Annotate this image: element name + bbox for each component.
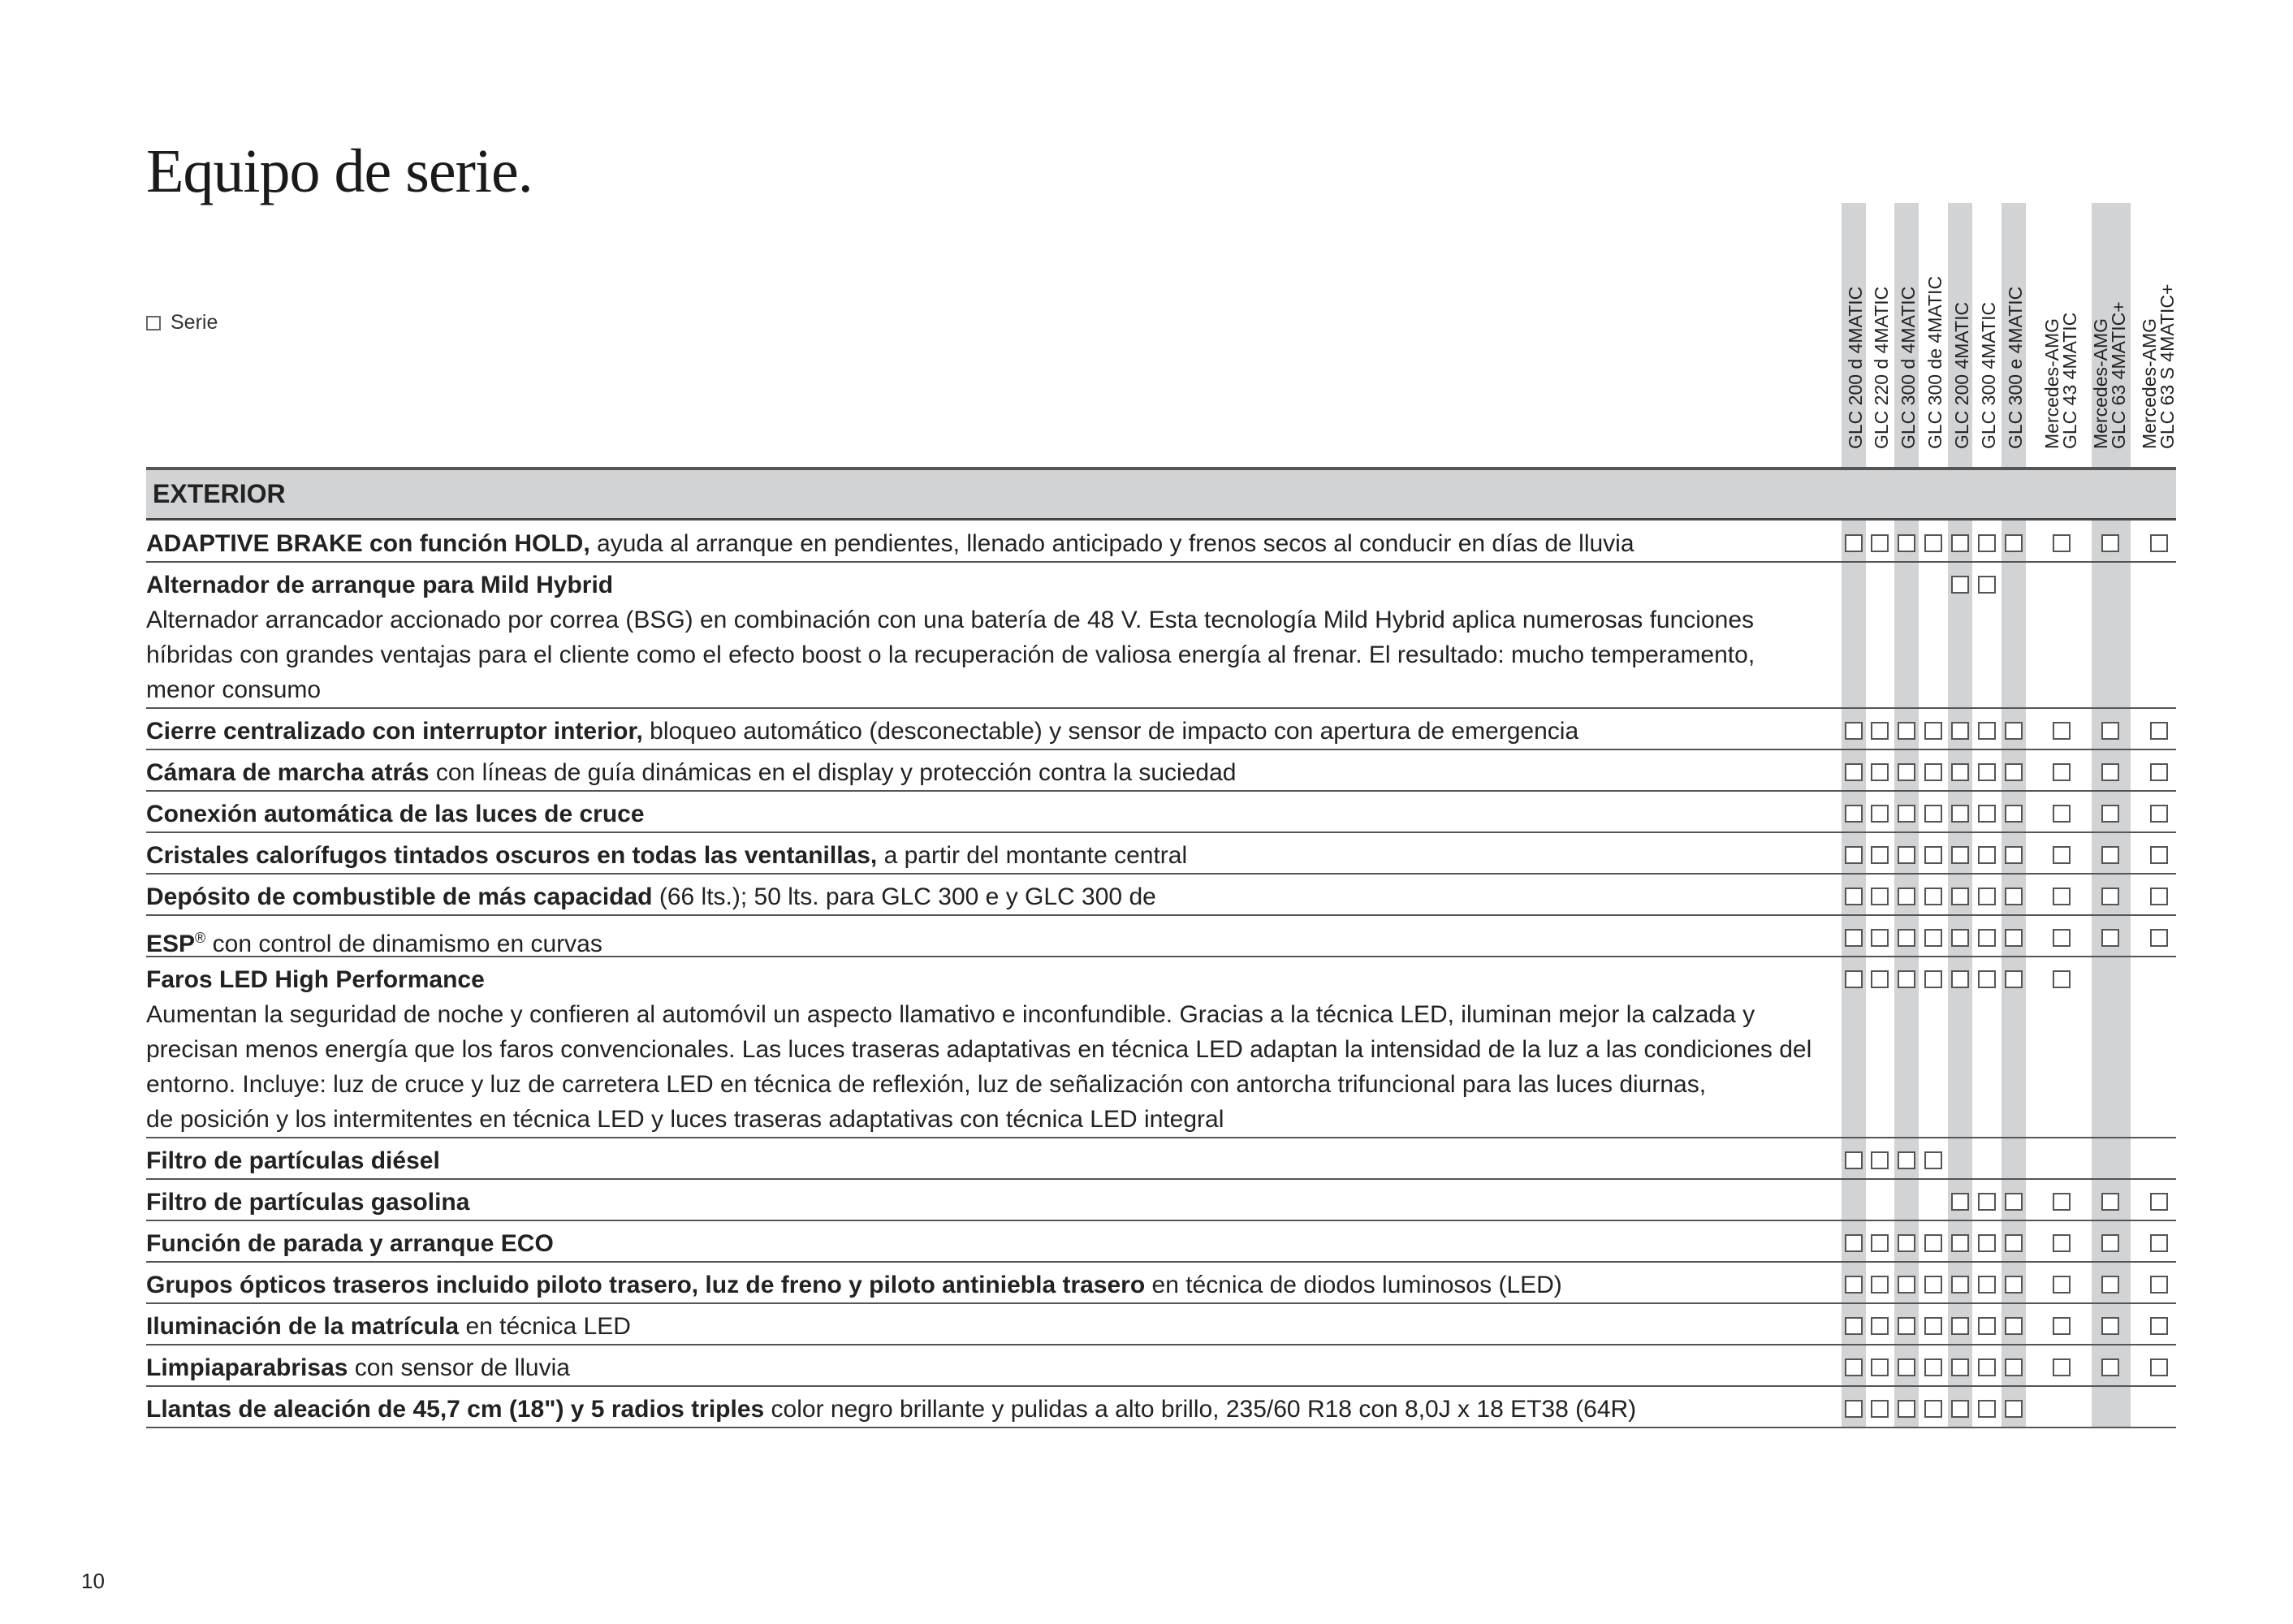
feature-detail: en técnica de diodos luminosos (LED) xyxy=(1145,1272,1562,1298)
table-row xyxy=(146,833,2176,875)
standard-mark-icon xyxy=(1898,722,1915,740)
column-header xyxy=(1980,222,1997,449)
standard-mark-icon xyxy=(2150,929,2168,947)
standard-mark-icon xyxy=(1845,722,1863,740)
column-header-line: Mercedes-AMG xyxy=(2139,317,2160,449)
standard-mark-icon xyxy=(2150,722,2168,740)
standard-mark-icon xyxy=(1978,929,1996,947)
row-heading xyxy=(146,1392,1843,1427)
standard-mark-icon xyxy=(1845,1400,1863,1418)
standard-mark-icon xyxy=(1978,846,1996,864)
column-header-line: GLC 200 4MATIC xyxy=(1951,301,1972,449)
feature-name: Alternador de arranque para Mild Hybrid xyxy=(146,572,614,598)
row-heading xyxy=(146,1226,1843,1261)
standard-mark-icon xyxy=(2150,805,2168,823)
standard-mark-icon xyxy=(1951,970,1969,988)
standard-mark-icon xyxy=(1951,1317,1969,1335)
standard-mark-icon xyxy=(1898,534,1915,552)
column-header xyxy=(1899,222,1917,449)
standard-mark-icon xyxy=(2053,929,2071,947)
standard-mark-icon xyxy=(1924,888,1942,905)
feature-name: Cámara de marcha atrás xyxy=(146,759,430,786)
table-row xyxy=(146,709,2176,750)
standard-mark-icon xyxy=(1951,1193,1969,1211)
standard-mark-icon xyxy=(2150,1234,2168,1252)
standard-mark-icon xyxy=(1924,929,1942,947)
row-heading xyxy=(146,921,1843,961)
standard-mark-icon xyxy=(1845,970,1863,988)
standard-mark-icon xyxy=(2005,1234,2023,1252)
feature-detail: con líneas de guía dinámicas en el display y protección contra la suciedad xyxy=(429,759,1237,786)
feature-name: Filtro de partículas gasolina xyxy=(146,1189,470,1216)
standard-mark-icon xyxy=(1924,1358,1942,1376)
standard-mark-icon xyxy=(1845,929,1863,947)
standard-mark-icon xyxy=(2053,970,2071,988)
standard-mark-icon xyxy=(1951,1234,1969,1252)
row-description xyxy=(146,962,1843,1137)
standard-mark-icon xyxy=(2101,534,2119,552)
standard-mark-icon xyxy=(2101,805,2119,823)
feature-description-line: menor consumo xyxy=(146,676,322,703)
standard-mark-icon xyxy=(2005,1358,2023,1376)
standard-mark-icon xyxy=(1978,763,1996,781)
standard-mark-icon xyxy=(1871,1400,1889,1418)
column-header xyxy=(1872,222,1890,449)
row-heading xyxy=(146,1309,1843,1344)
standard-mark-icon xyxy=(1951,929,1969,947)
standard-mark-icon xyxy=(1845,888,1863,905)
standard-mark-icon xyxy=(2101,1234,2119,1252)
standard-mark-icon xyxy=(1845,846,1863,864)
standard-mark-icon xyxy=(1898,929,1915,947)
feature-detail: ayuda al arranque en pendientes, llenado anticipado y frenos secos al conducir en días de lluvia xyxy=(589,530,1634,557)
standard-mark-icon xyxy=(1978,970,1996,988)
feature-description-line: Alternador arrancador accionado por correa (BSG) en combinación con una batería de 48 V. Esta tecnología Mild Hybrid aplica numerosas funciones xyxy=(146,607,1755,633)
standard-mark-icon xyxy=(1951,763,1969,781)
standard-mark-icon xyxy=(2005,763,2023,781)
row-description xyxy=(146,1143,1843,1178)
standard-mark-icon xyxy=(2101,1276,2119,1294)
standard-mark-icon xyxy=(1845,534,1863,552)
standard-mark-icon xyxy=(2053,1193,2071,1211)
row-heading xyxy=(146,1268,1843,1302)
table-row xyxy=(146,1221,2176,1263)
legend xyxy=(146,311,218,335)
standard-mark-icon xyxy=(2053,1276,2071,1294)
standard-mark-icon xyxy=(2005,722,2023,740)
standard-mark-icon xyxy=(2053,1317,2071,1335)
standard-mark-icon xyxy=(1924,534,1942,552)
table-row xyxy=(146,563,2176,709)
feature-name: Función de parada y arranque ECO xyxy=(146,1230,554,1257)
column-header xyxy=(2043,222,2079,449)
row-description xyxy=(146,1392,1843,1427)
table-row xyxy=(146,1180,2176,1221)
standard-mark-icon xyxy=(2005,1276,2023,1294)
standard-mark-icon xyxy=(2053,1358,2071,1376)
standard-mark-icon xyxy=(1951,1400,1969,1418)
standard-mark-icon xyxy=(1898,763,1915,781)
column-header-line: GLC 300 de 4MATIC xyxy=(1924,275,1945,449)
standard-mark-icon xyxy=(1924,1234,1942,1252)
column-header xyxy=(1926,222,1944,449)
table-row xyxy=(146,1345,2176,1387)
feature-name: Depósito de combustible de más capacidad xyxy=(146,883,653,910)
feature-detail: color negro brillante y pulidas a alto brillo, 235/60 R18 con 8,0J x 18 ET38 (64R) xyxy=(764,1396,1637,1423)
standard-mark-icon xyxy=(1951,1276,1969,1294)
standard-mark-icon xyxy=(1978,722,1996,740)
table-row xyxy=(146,916,2176,957)
column-header-line: GLC 220 d 4MATIC xyxy=(1871,286,1892,449)
row-description xyxy=(146,755,1843,790)
feature-name: Cierre centralizado con interruptor interior, xyxy=(146,718,643,745)
feature-description-line: híbridas con grandes ventajas para el cliente como el efecto boost o la recuperación de valiosa energía al frenar. El resultado: mucho temperamento, xyxy=(146,641,1755,668)
standard-mark-icon xyxy=(1978,1234,1996,1252)
column-header-line: GLC 300 d 4MATIC xyxy=(1898,286,1919,449)
standard-checkbox-icon xyxy=(146,316,161,330)
row-description xyxy=(146,1185,1843,1220)
standard-mark-icon xyxy=(1924,763,1942,781)
feature-name: ESP xyxy=(146,931,196,957)
row-heading xyxy=(146,1185,1843,1220)
feature-detail: (66 lts.); 50 lts. para GLC 300 e y GLC 300 de xyxy=(652,883,1156,910)
table-row xyxy=(146,1387,2176,1428)
standard-mark-icon xyxy=(2101,929,2119,947)
column-header-line: GLC 300 4MATIC xyxy=(1978,301,1999,449)
standard-mark-icon xyxy=(2101,763,2119,781)
column-header-line: GLC 43 4MATIC xyxy=(2059,312,2080,449)
standard-mark-icon xyxy=(2101,1317,2119,1335)
standard-mark-icon xyxy=(1845,1151,1863,1169)
row-heading xyxy=(146,568,1843,603)
standard-mark-icon xyxy=(1898,805,1915,823)
standard-mark-icon xyxy=(1924,805,1942,823)
row-heading xyxy=(146,838,1843,873)
row-description xyxy=(146,1309,1843,1344)
page-number: 10 xyxy=(81,1569,105,1593)
row-heading xyxy=(146,797,1843,831)
row-heading xyxy=(146,879,1843,914)
standard-mark-icon xyxy=(1951,534,1969,552)
standard-mark-icon xyxy=(1898,1400,1915,1418)
standard-mark-icon xyxy=(2150,1358,2168,1376)
standard-mark-icon xyxy=(2053,763,2071,781)
row-description xyxy=(146,714,1843,749)
standard-mark-icon xyxy=(1871,970,1889,988)
standard-mark-icon xyxy=(1871,1276,1889,1294)
standard-mark-icon xyxy=(1871,722,1889,740)
table-row xyxy=(146,875,2176,916)
standard-mark-icon xyxy=(2005,805,2023,823)
row-description xyxy=(146,838,1843,873)
standard-mark-icon xyxy=(1871,1151,1889,1169)
table-row xyxy=(146,1263,2176,1304)
standard-mark-icon xyxy=(1951,805,1969,823)
column-header xyxy=(1846,222,1864,449)
row-description xyxy=(146,1268,1843,1302)
row-heading xyxy=(146,962,1843,997)
feature-name: Conexión automática de las luces de cruce xyxy=(146,801,645,827)
standard-mark-icon xyxy=(1978,1193,1996,1211)
standard-mark-icon xyxy=(1845,1358,1863,1376)
section-title: EXTERIOR xyxy=(153,479,286,508)
standard-mark-icon xyxy=(2150,763,2168,781)
feature-description-line: Aumentan la seguridad de noche y confieren al automóvil un aspecto llamativo e inconfundible. Gracias a la técnica LED, iluminan mejor la calzada y xyxy=(146,1001,1755,1028)
standard-mark-icon xyxy=(1924,1276,1942,1294)
feature-description-line: de posición y los intermitentes en técnica LED y luces traseras adaptativas con técnica LED integral xyxy=(146,1106,1224,1133)
standard-mark-icon xyxy=(2101,846,2119,864)
feature-name: ADAPTIVE BRAKE con función HOLD, xyxy=(146,530,590,557)
standard-mark-icon xyxy=(2053,888,2071,905)
page-title: Equipo de serie. xyxy=(146,137,533,205)
standard-mark-icon xyxy=(2005,888,2023,905)
standard-mark-icon xyxy=(2150,888,2168,905)
feature-detail: en técnica LED xyxy=(459,1313,631,1340)
standard-mark-icon xyxy=(2005,929,2023,947)
standard-mark-icon xyxy=(1924,722,1942,740)
column-header-line: GLC 300 e 4MATIC xyxy=(2005,286,2026,449)
feature-name: Filtro de partículas diésel xyxy=(146,1147,440,1174)
standard-mark-icon xyxy=(2005,534,2023,552)
standard-mark-icon xyxy=(1845,1234,1863,1252)
standard-mark-icon xyxy=(1871,1358,1889,1376)
feature-name: Grupos ópticos traseros incluido piloto trasero, luz de freno y piloto antiniebla trasero xyxy=(146,1272,1146,1298)
standard-mark-icon xyxy=(1898,1317,1915,1335)
row-heading xyxy=(146,1350,1843,1385)
standard-mark-icon xyxy=(1978,1276,1996,1294)
column-header-line: GLC 63 S 4MATIC+ xyxy=(2157,283,2178,449)
feature-description-line: precisan menos energía que los faros convencionales. Las luces traseras adaptativas en técnica LED adaptan la intensidad de la luz a las condiciones del xyxy=(146,1036,1812,1063)
column-header xyxy=(2092,222,2127,449)
table-row xyxy=(146,1138,2176,1180)
standard-mark-icon xyxy=(2101,1193,2119,1211)
column-header-line: GLC 63 4MATIC+ xyxy=(2108,301,2129,449)
standard-mark-icon xyxy=(1845,763,1863,781)
standard-mark-icon xyxy=(1871,1317,1889,1335)
standard-mark-icon xyxy=(2101,1358,2119,1376)
feature-name: Llantas de aleación de 45,7 cm (18") y 5 radios triples xyxy=(146,1396,765,1423)
standard-mark-icon xyxy=(2101,722,2119,740)
row-description xyxy=(146,1226,1843,1261)
standard-mark-icon xyxy=(1871,763,1889,781)
feature-name: Faros LED High Performance xyxy=(146,966,485,993)
standard-mark-icon xyxy=(1924,970,1942,988)
section-exterior xyxy=(146,467,2176,520)
feature-name: Limpiaparabrisas xyxy=(146,1354,348,1381)
standard-mark-icon xyxy=(1898,888,1915,905)
standard-mark-icon xyxy=(2005,1400,2023,1418)
column-header xyxy=(1953,222,1971,449)
standard-mark-icon xyxy=(2101,888,2119,905)
row-description xyxy=(146,879,1843,914)
column-header xyxy=(2140,222,2176,449)
standard-mark-icon xyxy=(2005,970,2023,988)
standard-mark-icon xyxy=(1978,1317,1996,1335)
row-heading xyxy=(146,755,1843,790)
row-description xyxy=(146,1350,1843,1385)
row-description xyxy=(146,797,1843,831)
feature-name: Iluminación de la matrícula xyxy=(146,1313,460,1340)
table-row xyxy=(146,521,2176,563)
standard-mark-icon xyxy=(1845,805,1863,823)
column-header-line: GLC 200 d 4MATIC xyxy=(1845,286,1866,449)
column-header-line: Mercedes-AMG xyxy=(2090,317,2111,449)
standard-mark-icon xyxy=(2150,1317,2168,1335)
standard-mark-icon xyxy=(2005,1193,2023,1211)
standard-mark-icon xyxy=(1951,722,1969,740)
feature-detail: con control de dinamismo en curvas xyxy=(205,931,602,957)
standard-mark-icon xyxy=(1871,534,1889,552)
registered-mark: ® xyxy=(195,930,206,946)
row-description xyxy=(146,921,1843,961)
standard-mark-icon xyxy=(1978,888,1996,905)
column-header xyxy=(2006,222,2024,449)
standard-mark-icon xyxy=(2150,534,2168,552)
standard-mark-icon xyxy=(1898,1358,1915,1376)
row-heading xyxy=(146,714,1843,749)
standard-mark-icon xyxy=(1898,970,1915,988)
standard-mark-icon xyxy=(1978,1400,1996,1418)
column-header-line: Mercedes-AMG xyxy=(2041,317,2062,449)
feature-name: Cristales calorífugos tintados oscuros en todas las ventanillas, xyxy=(146,842,878,869)
standard-mark-icon xyxy=(1924,1317,1942,1335)
standard-mark-icon xyxy=(2053,1234,2071,1252)
standard-mark-icon xyxy=(2053,846,2071,864)
standard-mark-icon xyxy=(1898,1276,1915,1294)
standard-mark-icon xyxy=(1978,534,1996,552)
standard-mark-icon xyxy=(1871,846,1889,864)
standard-mark-icon xyxy=(2053,805,2071,823)
standard-mark-icon xyxy=(1898,846,1915,864)
row-heading xyxy=(146,526,1843,561)
standard-mark-icon xyxy=(1924,846,1942,864)
standard-mark-icon xyxy=(1898,1234,1915,1252)
standard-mark-icon xyxy=(2005,846,2023,864)
standard-mark-icon xyxy=(1951,888,1969,905)
table-row xyxy=(146,1304,2176,1345)
table-row xyxy=(146,957,2176,1138)
row-description xyxy=(146,568,1843,707)
standard-mark-icon xyxy=(1978,576,1996,594)
standard-mark-icon xyxy=(1871,805,1889,823)
standard-mark-icon xyxy=(1951,846,1969,864)
standard-mark-icon xyxy=(1871,1234,1889,1252)
standard-mark-icon xyxy=(1845,1317,1863,1335)
legend-label: Serie xyxy=(171,311,218,334)
standard-mark-icon xyxy=(1978,1358,1996,1376)
standard-mark-icon xyxy=(1951,1358,1969,1376)
standard-mark-icon xyxy=(2005,1317,2023,1335)
standard-mark-icon xyxy=(2150,846,2168,864)
standard-mark-icon xyxy=(1978,805,1996,823)
standard-mark-icon xyxy=(1871,929,1889,947)
feature-detail: a partir del montante central xyxy=(877,842,1188,869)
standard-mark-icon xyxy=(1871,888,1889,905)
row-description xyxy=(146,526,1843,561)
standard-mark-icon xyxy=(1845,1276,1863,1294)
standard-mark-icon xyxy=(1924,1151,1942,1169)
table-row xyxy=(146,792,2176,833)
feature-detail: con sensor de lluvia xyxy=(348,1354,570,1381)
standard-mark-icon xyxy=(2053,722,2071,740)
table-row xyxy=(146,750,2176,792)
standard-mark-icon xyxy=(1898,1151,1915,1169)
standard-mark-icon xyxy=(2150,1193,2168,1211)
standard-mark-icon xyxy=(1924,1400,1942,1418)
standard-mark-icon xyxy=(1951,576,1969,594)
feature-description-line: entorno. Incluye: luz de cruce y luz de carretera LED en técnica de reflexión, luz de señalización con antorcha trifuncional para las luces diurnas, xyxy=(146,1071,1707,1098)
standard-mark-icon xyxy=(2150,1276,2168,1294)
standard-mark-icon xyxy=(2053,534,2071,552)
row-heading xyxy=(146,1143,1843,1178)
feature-detail: bloqueo automático (desconectable) y sensor de impacto con apertura de emergencia xyxy=(642,718,1579,745)
